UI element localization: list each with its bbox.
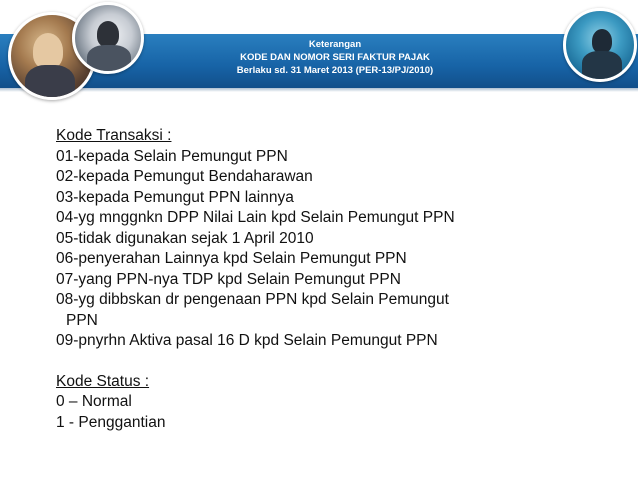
transaksi-item: 08-yg dibbskan dr pengenaan PPN kpd Selain Pemungut xyxy=(56,291,449,308)
transaksi-item: 07-yang PPN-nya TDP kpd Selain Pemungut PPN xyxy=(56,270,401,288)
transaksi-item-continuation: PPN xyxy=(66,311,98,329)
section-spacer xyxy=(56,352,616,372)
header-title-line-1: Keterangan xyxy=(308,39,362,50)
header-title-line-2: KODE DAN NOMOR SERI FAKTUR PAJAK xyxy=(240,52,430,63)
transaksi-item: 04-yg mnggnkn DPP Nilai Lain kpd Selain Pemungut PPN xyxy=(56,209,455,226)
slide-header xyxy=(0,0,638,103)
business-photo-center xyxy=(72,2,144,74)
transaksi-item: 03-kepada Pemungut PPN lainnya xyxy=(56,188,294,206)
status-item: 1 - Penggantian xyxy=(56,413,166,431)
business-photo-right xyxy=(563,8,637,82)
kode-status-heading: Kode Status : xyxy=(56,372,150,390)
header-title xyxy=(180,38,490,77)
slide-body xyxy=(56,126,616,433)
transaksi-item: 05-tidak digunakan sejak 1 April 2010 xyxy=(56,229,314,247)
transaksi-item: 02-kepada Pemungut Bendaharawan xyxy=(56,168,313,185)
transaksi-item: 01-kepada Selain Pemungut PPN xyxy=(56,147,288,165)
transaksi-item: 09-pnyrhn Aktiva pasal 16 D kpd Selain Pemungut PPN xyxy=(56,332,438,349)
transaksi-item: 06-penyerahan Lainnya kpd Selain Pemungut PPN xyxy=(56,250,407,267)
status-item: 0 – Normal xyxy=(56,393,132,410)
header-title-line-3: Berlaku sd. 31 Maret 2013 (PER-13/PJ/2010) xyxy=(236,65,434,76)
header-band-shadow xyxy=(0,88,638,92)
kode-transaksi-heading: Kode Transaksi : xyxy=(56,127,172,144)
